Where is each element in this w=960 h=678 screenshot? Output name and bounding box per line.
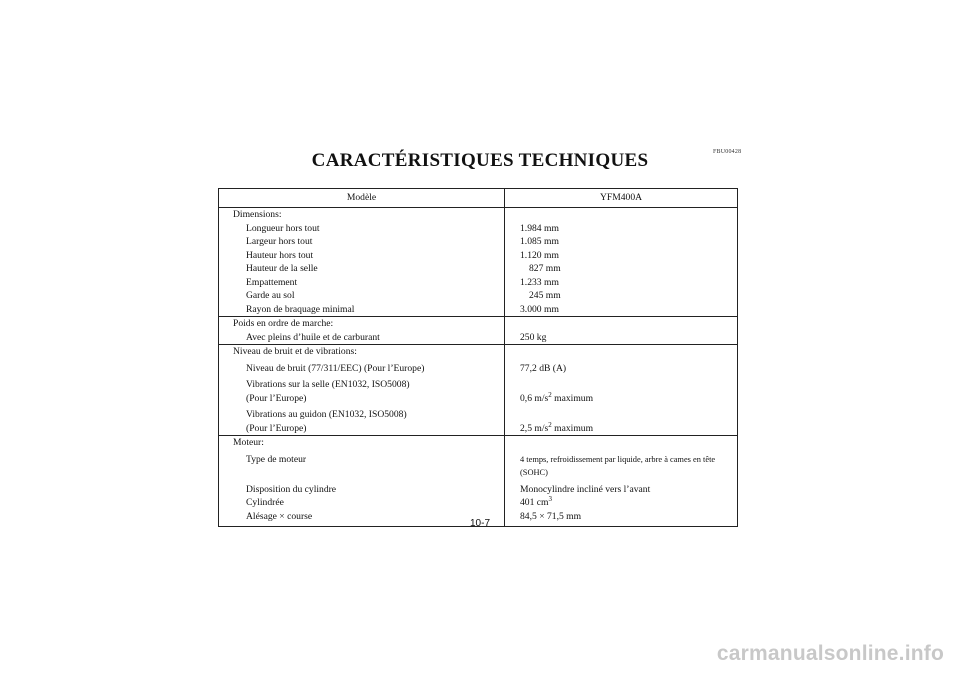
table-row — [219, 262, 738, 276]
section-heading: Poids en ordre de marche: — [219, 317, 505, 331]
row-value: 4 temps, refroidissement par liquide, arbre à cames en tête — [520, 454, 716, 464]
table-row — [219, 378, 738, 392]
row-value: 0,6 $m/s^2$ maximum — [520, 390, 594, 404]
row-label: Alésage × course — [219, 510, 505, 524]
row-label: Longueur hors tout — [219, 222, 505, 236]
row-value: Monocylindre incliné vers l’avant — [520, 483, 651, 495]
table-row — [219, 222, 738, 236]
row-label: Niveau de bruit (77/311/EEC) (Pour l’Europe) — [219, 362, 505, 376]
row-label: Garde au sol — [219, 289, 505, 303]
table-row — [219, 466, 738, 480]
table-row — [219, 483, 738, 497]
table-header-row — [219, 189, 738, 208]
row-label: Type de moteur — [219, 453, 505, 467]
section-heading: Moteur: — [219, 436, 505, 450]
engine-section — [219, 436, 738, 527]
row-label: Cylindrée — [219, 496, 505, 510]
table-row — [219, 303, 738, 317]
page-number: 10-7 — [469, 518, 490, 529]
row-value: 1.984 mm — [520, 222, 559, 234]
specifications-table — [218, 188, 738, 527]
row-value: 77,2 dB (A) — [520, 362, 567, 374]
row-label: Vibrations au guidon (EN1032, ISO5008) — [219, 408, 505, 422]
noise-vibration-section — [219, 345, 738, 436]
table-row — [219, 408, 738, 422]
row-value: 1.233 mm — [520, 276, 559, 288]
section-heading: Dimensions: — [219, 208, 505, 222]
row-value: 827 mm — [529, 263, 561, 274]
table-row — [219, 331, 738, 345]
row-label-continued: (Pour l’Europe) — [219, 392, 505, 406]
watermark-logo: carmanualsonline.info — [716, 642, 944, 665]
table-row — [219, 422, 738, 436]
table-row — [219, 496, 738, 510]
row-value: 245 mm — [529, 290, 561, 301]
row-value: 1.085 mm — [520, 236, 559, 247]
table-row — [219, 249, 738, 263]
header-model-label: Modèle — [219, 189, 505, 208]
row-value: 1.120 mm — [520, 249, 559, 261]
table-row — [219, 235, 738, 249]
table-row — [219, 436, 738, 450]
row-value: 84,5 × 71,5 mm — [520, 510, 582, 522]
row-label: Hauteur de la selle — [219, 262, 505, 276]
row-value: 2,5 $m/s^2$ maximum — [520, 420, 594, 434]
table-row — [219, 362, 738, 376]
row-label: Avec pleins d’huile et de carburant — [219, 331, 505, 345]
row-label-continued: (Pour l’Europe) — [219, 422, 505, 436]
table-row — [219, 392, 738, 406]
table-row — [219, 289, 738, 303]
document-code: FBU00428 — [713, 149, 742, 155]
header-model-value: YFM400A — [505, 189, 738, 208]
table-row — [219, 317, 738, 331]
row-label: Hauteur hors tout — [219, 249, 505, 263]
dimensions-section — [219, 208, 738, 317]
page-title: CARACTÉRISTIQUES TECHNIQUES — [311, 150, 649, 171]
table-row — [219, 276, 738, 290]
section-heading: Niveau de bruit et de vibrations: — [219, 345, 505, 359]
row-label: Rayon de braquage minimal — [219, 303, 505, 317]
row-value: 250 kg — [520, 331, 547, 343]
row-label: Vibrations sur la selle (EN1032, ISO5008) — [219, 378, 505, 392]
table-row — [219, 208, 738, 222]
row-label: Empattement — [219, 276, 505, 290]
row-value: 3.000 mm — [520, 303, 559, 315]
table-row — [219, 453, 738, 467]
row-value-continued: (SOHC) — [520, 468, 548, 477]
table-row — [219, 345, 738, 359]
row-label: Disposition du cylindre — [219, 483, 505, 497]
row-label: Largeur hors tout — [219, 235, 505, 249]
row-value: 401 $cm^3$ — [520, 494, 553, 508]
weight-section — [219, 317, 738, 345]
